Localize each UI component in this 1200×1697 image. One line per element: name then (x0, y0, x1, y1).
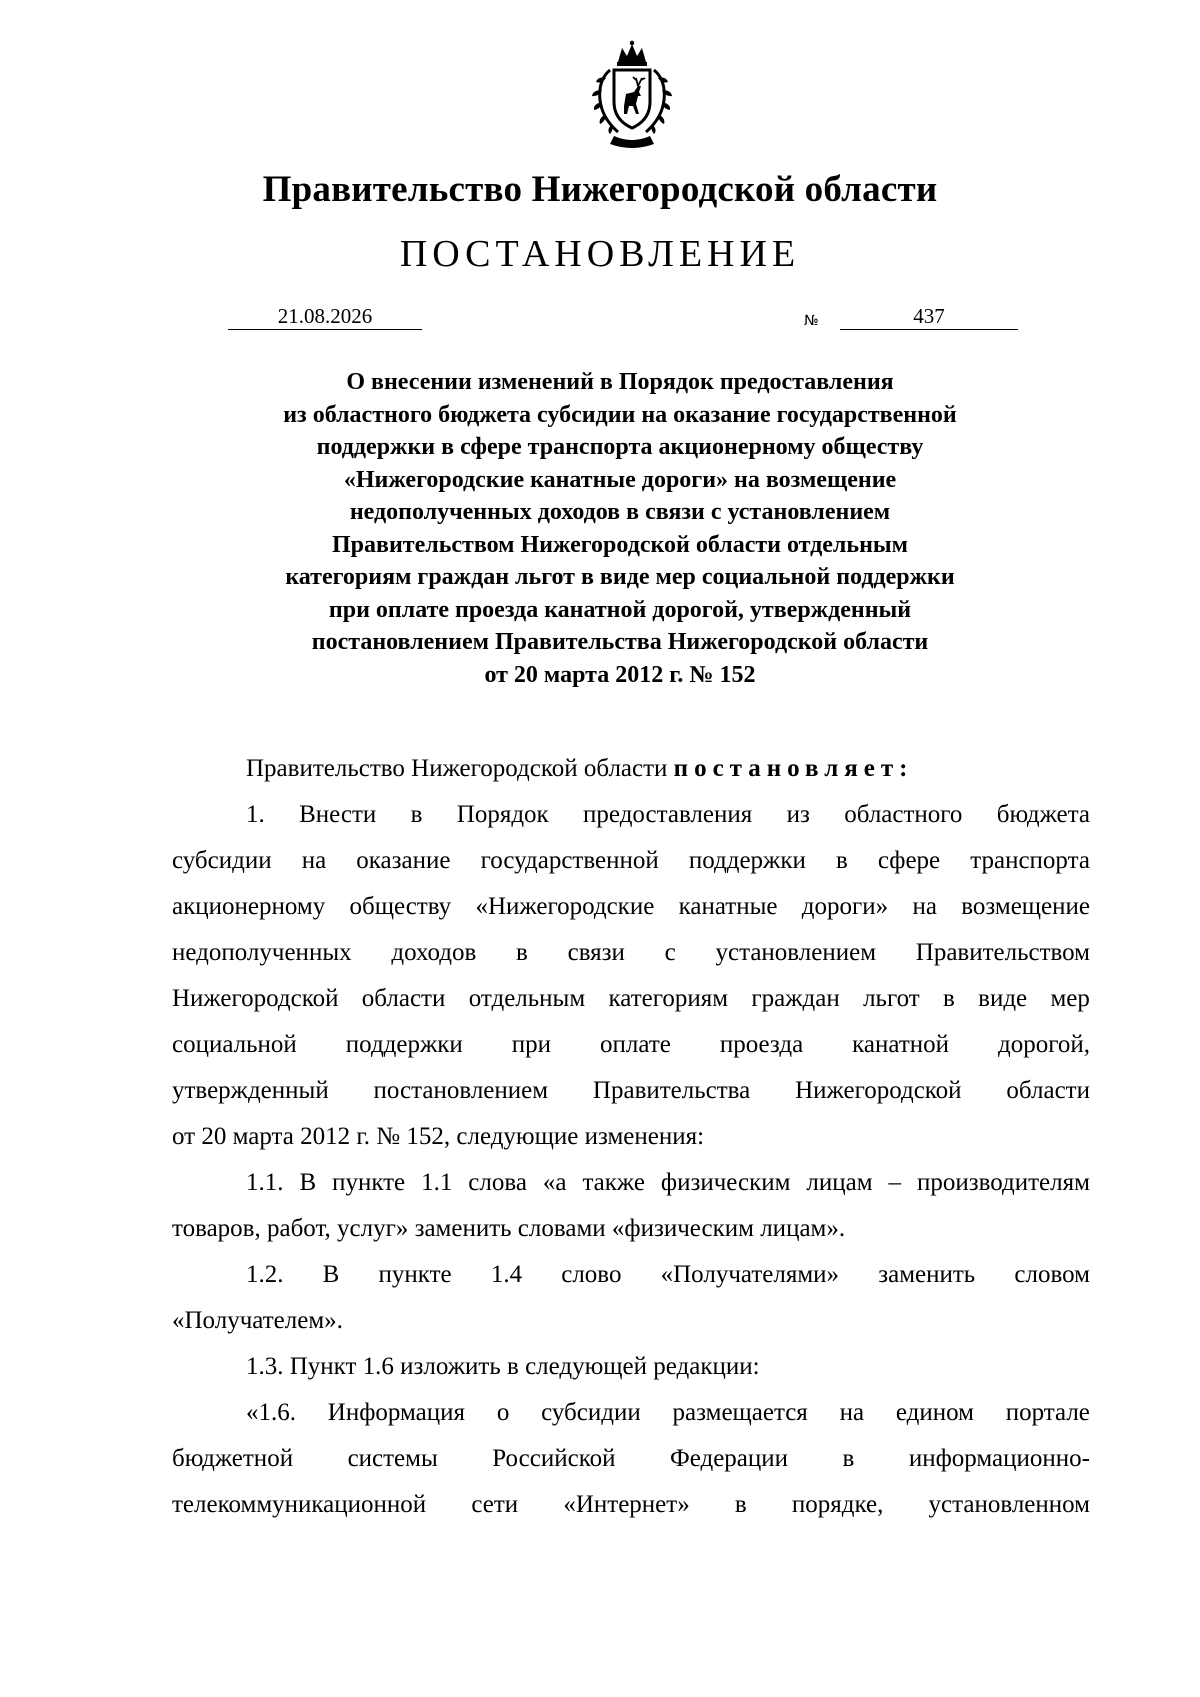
document-type: ПОСТАНОВЛЕНИЕ (399, 233, 801, 275)
body-line: «Получателем». (172, 1307, 343, 1334)
document-date: 21.08.2026 (228, 303, 422, 330)
body-line: товаров, работ, услуг» заменить словами «физическим лицам». (172, 1215, 846, 1242)
word: в (516, 939, 528, 966)
word: предоставления (583, 801, 753, 828)
word: 1.1 (421, 1169, 453, 1196)
word: в (943, 985, 955, 1012)
word: канатной (852, 1031, 950, 1058)
word: Российской (492, 1445, 616, 1472)
word: производителям (916, 1169, 1090, 1196)
title-line: недополученных доходов в связи с установлением (349, 499, 891, 525)
word: «а (542, 1169, 567, 1196)
body-line (172, 800, 1090, 830)
word: бюджета (996, 801, 1090, 828)
word: 1. (246, 801, 265, 828)
body-line: от 20 марта 2012 г. № 152, следующие изменения: (172, 1123, 705, 1150)
word: социальной (172, 1031, 297, 1058)
body-line (172, 1076, 1090, 1106)
word: при (511, 1031, 552, 1058)
word: транспорта (970, 847, 1090, 874)
body-line (172, 1030, 1090, 1060)
word: Правительством (915, 939, 1090, 966)
word: проезда (719, 1031, 804, 1058)
preamble-text: Правительство Нижегородской области (246, 755, 674, 782)
number-sign: № (804, 313, 819, 329)
word: области (361, 985, 446, 1012)
word: области (1006, 1077, 1090, 1104)
word: Правительства (592, 1077, 751, 1104)
word: Нижегородской (795, 1077, 962, 1104)
word: – (888, 1169, 901, 1196)
word: пункте (332, 1169, 406, 1196)
body-line (172, 984, 1090, 1014)
title-line: при оплате проезда канатной дорогой, утвержденный (328, 596, 912, 623)
decree-word: постановляет: (673, 755, 914, 782)
title-line: постановлением Правительства Нижегородской области (311, 629, 929, 655)
word: в (842, 1445, 855, 1472)
word: заменить (878, 1261, 976, 1288)
word: субсидии (541, 1399, 641, 1426)
word: в (835, 847, 848, 874)
title-line: О внесении изменений в Порядок предоставления (346, 369, 894, 395)
coat-of-arms-icon (584, 40, 680, 152)
word: физическим (660, 1169, 791, 1196)
word: едином (895, 1399, 974, 1426)
word: поддержки (688, 847, 806, 874)
word: на (301, 847, 327, 874)
word: поддержки (345, 1031, 463, 1058)
title-line: Правительством Нижегородской области отдельным (331, 531, 908, 558)
word: «Получателями» (660, 1261, 840, 1288)
word: обществу (349, 893, 452, 920)
word: также (582, 1169, 645, 1196)
word: слово (561, 1261, 622, 1288)
word: размещается (672, 1399, 808, 1426)
government-name: Правительство Нижегородской области (262, 169, 938, 210)
word: «1.6. (246, 1399, 296, 1426)
word: 1.1. (246, 1169, 284, 1196)
word: канатные (678, 893, 778, 920)
word: словом (1014, 1261, 1090, 1288)
title-line: поддержки в сфере транспорта акционерному обществу (316, 434, 924, 460)
word: государственной (480, 847, 659, 874)
word: Федерации (669, 1445, 789, 1472)
word: оказание (356, 847, 451, 874)
word: постановлением (373, 1077, 549, 1104)
word: Информация (327, 1399, 466, 1426)
word: утвержденный (172, 1077, 329, 1104)
word: мер (1050, 985, 1090, 1012)
word: «Интернет» (563, 1491, 690, 1518)
word: сфере (877, 847, 941, 874)
word: В (299, 1169, 317, 1196)
word: Внести (299, 801, 377, 828)
word: бюджетной (172, 1445, 294, 1472)
word: дороги» (801, 893, 889, 920)
body-line: 1.3. Пункт 1.6 изложить в следующей редакции: (246, 1353, 760, 1380)
body-line (172, 846, 1090, 876)
word: из (786, 801, 810, 828)
title-line: «Нижегородские канатные дороги» на возмещение (343, 466, 897, 493)
word: связи (567, 939, 625, 966)
word: 1.2. (246, 1261, 284, 1288)
word: виде (978, 985, 1028, 1012)
body-line (172, 1490, 1090, 1520)
body-line (172, 1168, 1090, 1198)
body-line (172, 1444, 1090, 1474)
word: возмещение (961, 893, 1090, 920)
word: акционерному (172, 893, 326, 920)
word: в (734, 1491, 747, 1518)
word: на (839, 1399, 865, 1426)
word: системы (347, 1445, 438, 1472)
word: оплате (600, 1031, 671, 1058)
preamble (172, 754, 1090, 784)
word: «Нижегородские (475, 893, 655, 920)
word: установлением (715, 939, 877, 966)
word: в (410, 801, 423, 828)
body-line (172, 938, 1090, 968)
word: телекоммуникационной (172, 1491, 427, 1518)
word: пункте (378, 1261, 452, 1288)
word: о (496, 1399, 510, 1426)
word: слова (468, 1169, 527, 1196)
word: установленном (928, 1491, 1090, 1518)
word: граждан (751, 985, 840, 1012)
word: льгот (863, 985, 920, 1012)
word: Порядок (456, 801, 549, 828)
word: лицам (806, 1169, 873, 1196)
word: областного (844, 801, 963, 828)
word: В (322, 1261, 340, 1288)
word: субсидии (172, 847, 272, 874)
title-line: категориям граждан льгот в виде мер социальной поддержки (285, 564, 955, 590)
word: порядке, (791, 1491, 884, 1518)
word: на (912, 893, 937, 920)
title-line: от 20 марта 2012 г. № 152 (484, 661, 756, 688)
word: доходов (391, 939, 477, 966)
word: информационно- (908, 1445, 1090, 1472)
word: сети (471, 1491, 519, 1518)
word: 1.4 (490, 1261, 523, 1288)
body-line (172, 1260, 1090, 1290)
word: категориям (608, 985, 729, 1012)
document-title (200, 366, 1040, 691)
document-number: 437 (840, 303, 1018, 330)
title-line: из областного бюджета субсидии на оказание государственной (283, 401, 957, 428)
word: Нижегородской (172, 985, 339, 1012)
word: отдельным (468, 985, 586, 1012)
word: недополученных (172, 939, 352, 966)
body-line (172, 1398, 1090, 1428)
word: с (664, 939, 676, 966)
word: дорогой, (998, 1031, 1090, 1058)
body-line (172, 892, 1090, 922)
word: портале (1005, 1399, 1090, 1426)
